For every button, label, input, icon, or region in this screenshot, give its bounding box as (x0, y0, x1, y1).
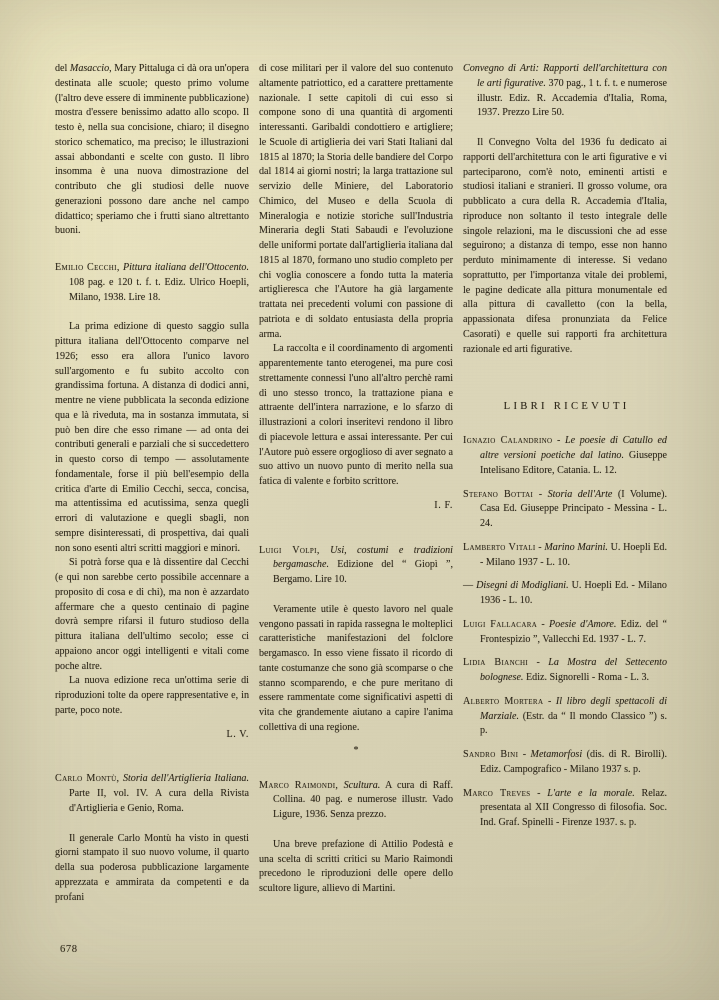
entry-imprint: U. Hoepli Ed. - Milano 1937 - L. 10. (480, 541, 667, 568)
entry-separator: - (543, 695, 556, 707)
entry-imprint: (dis. di R. Birolli). Ediz. Campografico - Milano 1937 s. p. (480, 749, 667, 775)
three-column-text-body (55, 62, 667, 927)
entry-imprint: 370 pag., 1 t. f. t. e numerose illustr. Ediz. R. Accademia d'Italia, Roma, 1937. Prezzo Lire 50. (477, 77, 668, 119)
received-book-entry (463, 748, 667, 778)
spacer (55, 239, 249, 261)
entry-separator: - (537, 618, 550, 630)
paragraph-montu-continued: di cose militari per il valore del suo contenuto altamente patriottico, ed a carattere prettamente nazionale. I sette capitoli di cui esso si compone sono di una quantità di argomenti interessanti. Garibaldi condottiero e artigliere; le Scuole di artiglieria dei vari Stati Italiani dal 1815 al 1870; la Storia delle bandiere del Corpo dal 1814 ai giorni nostri; la larga trattazione sul servizio delle Miniere, del Laboratorio Chimico, del Museo e della Scuola di Mineralogia e notizie storiche sull'Industria Mineraria degli Stati Sabaudi e l'evoluzione delle uniformi portate dall'artiglieria italiana dal 1815 al 1870, formano uno studio completo per chi voglia conoscere a fondo tutta la materia artiglieresca che l'Autore ha già largamente trattata nei precedenti volumi con passione di patriota e di soldato entusiasta della propria arma. (259, 63, 453, 340)
spacer (55, 719, 249, 728)
entry-imprint: Giuseppe Intelisano Editore, Catania. L. 12. (480, 450, 667, 476)
entry-title: L'arte e la morale. (547, 787, 635, 799)
entry-separator: - (528, 657, 549, 669)
entry-title: La Mostra del Settecento bolognese. (480, 657, 667, 683)
entry-separator: - (530, 787, 548, 799)
page-number: 678 (60, 944, 78, 955)
entry-author: Alberto Mortera (463, 695, 544, 707)
bibliographic-entry-volpi (259, 544, 453, 588)
entry-imprint: Relaz. presentata al XII Congresso di filosofia. Soc. Ind. Graf. Spinelli - Firenze 1937. s. p. (480, 787, 667, 828)
entry-separator: - (518, 749, 531, 760)
paragraph-masaccio-continued: del Masaccio, Mary Pittaluga ci dà ora un'opera destinata alle scuole; questo primo volume (l'altro deve essere di imminente pubblicazione) mostra d'essere benissimo adatto allo scopo. Il testo è, nella sua concisione, chiaro; il disegno storico schematico, ma preciso; le illustrazioni assai abbondanti e scelte con gusto. Il libro insomma è una nuova dimostrazione del contributo che gli studiosi delle nuove generazioni possono dare anche nel campo didattico; speriamo che i frutti siano altrettanto buoni. (55, 63, 249, 237)
received-book-entry (463, 488, 667, 532)
spacer (259, 757, 453, 779)
paragraph-cecchi-2: Si potrà forse qua e là dissentire dal Cecchi (e qui non sarebbe certo possibile accennare a proposito di cosa e di chi), ma non è azzardato affermare che a questo centinaio di pagine dovrà sempre rifarsi il futuro studioso della pittura italiana dell'ultimo secolo; esse ci appaiono ancor oggi intelligenti e vitali come poche altre. (55, 557, 249, 672)
received-book-entry (463, 434, 667, 478)
entry-title: Il libro degli spettacoli di Marziale. (480, 695, 667, 722)
entry-title: Poesie d'Amore. (549, 618, 617, 630)
signature-if: I. F. (434, 499, 453, 511)
paragraph-montu-1: Il generale Carlo Montù ha visto in questi giorni stampato il suo nuovo volume, il quarto della sua poderosa pubblicazione largamente apprezzata e ammirata da competenti e da profani (55, 832, 249, 903)
entry-author: — (463, 580, 474, 592)
paragraph-cecchi-3: La nuova edizione reca un'ottima serie di riproduzioni tolte da opere rappresentative e, in parte, poco note. (55, 675, 249, 716)
entry-title: Le poesie di Catullo ed altre versioni poetiche dal latino. (480, 435, 667, 461)
entry-author: Ignazio Calandrino (463, 435, 553, 447)
received-book-entry (463, 541, 667, 571)
entry-author: Lidia Bianchi (463, 657, 529, 669)
entry-separator: - (535, 541, 545, 553)
entry-imprint: A cura di Raff. Collina. 40 pag. e numerose illustr. Vado Ligure, 1936. Senza prezzo. (273, 779, 453, 820)
entry-author: Lamberto Vitali (463, 541, 536, 553)
entry-author: Carlo Montù, (55, 773, 120, 785)
entry-title: Usi, costumi e tradizioni bergamasche. (273, 544, 453, 571)
received-book-entry (463, 579, 667, 609)
bibliographic-entry-convegno (463, 62, 667, 121)
spacer (259, 490, 453, 499)
entry-title: Pittura italiana dell'Ottocento. (122, 262, 249, 273)
spacer (463, 357, 667, 401)
paragraph-montu-2: La raccolta e il coordinamento di argomenti apparentemente tanto eterogenei, ma pure così strettamente connessi l'uno all'altro perchè rami di uno stesso tronco, la trattazione piana e attraente dell'intera narrazione, e lo sfarzo di illustrazioni a colori inseritevi rendono il libro di piacevole lettura e assai interessante. Per cui l'Autore può essere orgoglioso di aver segnato a suo attivo un nuovo punto di merito nella sua fatica di valente e forbito scrittore. (259, 343, 453, 487)
entry-author: Stefano Bottai (463, 488, 534, 500)
signature-lv: L. V. (226, 728, 249, 740)
entry-separator: - (533, 488, 548, 500)
entry-imprint: U. Hoepli Ed. - Milano 1936 - L. 10. (480, 580, 667, 606)
entry-author: Emilio Cecchi, (55, 262, 120, 273)
section-heading-libri-ricevuti: LIBRI RICEVUTI (503, 401, 630, 413)
spacer (259, 823, 453, 838)
received-book-entry (463, 656, 667, 686)
entry-author: Sandro Bini (463, 749, 519, 760)
entry-title: Marino Marini. (544, 541, 608, 553)
spacer (55, 305, 249, 320)
entry-imprint: Edizione del “ Giopì ”, Bergamo. Lire 10. (273, 559, 453, 585)
entry-imprint: (I Volume). Casa Ed. Giuseppe Principato - Messina - L. 24. (480, 488, 667, 529)
paragraph-raimondi: Una breve prefazione di Attilio Podestà e una scelta di scritti critici su Mario Raimondi precedono le riproduzioni delle opere dello scultore ligure, allievo di Martini. (259, 838, 453, 894)
entry-title: Scultura. (343, 779, 381, 791)
spacer (55, 817, 249, 832)
bibliographic-entry-montu (55, 772, 249, 816)
spacer (463, 121, 667, 136)
entry-imprint: Ediz. del “ Frontespizio ”, Vallecchi Ed. 1937 - L. 7. (480, 618, 667, 645)
entry-imprint: Parte II, vol. IV. A cura della Rivista d'Artiglieria e Genio, Roma. (69, 788, 249, 814)
bibliographic-entry-raimondi (259, 779, 453, 823)
column-3 (463, 62, 667, 927)
paragraph-convegno: Il Convegno Volta del 1936 fu dedicato ai rapporti dell'architettura con le arti figurative e vi parteciparono, com'è noto, eminenti artisti e studiosi italiani e stranieri. Il grosso volume, ora pubblicato a cura della R. Accademia d'Italia, riproduce non soltanto il testo integrale delle singole relazioni, ma le discussioni che ad esse seguirono; a distanza di tempo, esse non hanno perduto minimamente di interesse. Si vedano soprattutto, per l'importanza vitale dei problemi, le pagine dedicate alla pittura monumentale ed alla pittura di cavalletto (con la bella, appassionata difesa pronunziata da Felice Casorati) e quelle sui rapporti fra architettura razionale ed arti figurative. (463, 137, 667, 355)
spacer (259, 514, 453, 544)
entry-imprint: 108 pag. e 120 t. f. t. Ediz. Ulrico Hoepli, Milano, 1938. Lire 18. (69, 276, 249, 303)
paragraph-cecchi-1: La prima edizione di questo saggio sulla pittura italiana dell'Ottocento comparve nel 1926; esso era allora l'unico lavoro sull'argomento e fu subito accolto con grandissima fortuna. A distanza di dodici anni, mentre ne viene pubblicata la seconda edizione qua e là riveduta, ma in sostanza immutata, si può ben dire che esso rimane — ad onta dei contributi generali e parziali che si succedettero in questo corso di tempo — assolutamente fondamentale, forse il più bell'esempio della critica d'arte di Emilio Cecchi, secca, concisa, ma attentissima ed acutissima, senza quegli errori di valutazione e quegli sbagli, non sempre disinteressati, di prospettiva, dai quali non sono esenti altri scritti maggiori e minori. (55, 321, 249, 554)
entry-separator: - (552, 435, 566, 447)
entry-author: Marco Treves (463, 787, 531, 799)
entry-author: Luigi Volpi, (259, 544, 320, 556)
spacer (259, 588, 453, 603)
column-2 (259, 62, 463, 927)
paragraph-volpi: Veramente utile è questo lavoro nel quale vengono passati in rapida rassegna le molteplici caratteristiche manifestazioni del folclore bergamasco. In esso viene fissato il ricordo di tante costumanze che sono già scomparse o che stanno scomparendo, e che pure meritano di essere rammentate come significativi aspetti di vita che grandemente aiutano a capire l'anima collettiva di una regione. (259, 603, 453, 733)
entry-imprint: Ediz. Signorelli - Roma - L. 3. (523, 672, 650, 683)
received-book-entry (463, 695, 667, 739)
entry-title: Convegno di Arti: Rapporti dell'architettura con le arti figurative. (463, 63, 667, 89)
entry-author: Marco Raimondi, (259, 779, 339, 791)
asterisk-divider: * (353, 744, 359, 756)
entry-title: Metamorfosi (530, 749, 583, 760)
received-book-entry (463, 787, 667, 831)
entry-title: Disegni di Modigliani. (476, 580, 569, 592)
spacer (259, 736, 453, 745)
entry-title: Storia dell'Artiglieria Italiana. (122, 773, 250, 785)
received-books-list (463, 434, 667, 831)
entry-imprint: (Estr. da “ Il mondo Classico ”) s. p. (480, 710, 667, 737)
column-1 (55, 62, 259, 927)
spacer (55, 742, 249, 772)
entry-author: Luigi Fallacara (463, 618, 538, 630)
spacer (463, 412, 667, 434)
entry-title: Storia dell'Arte (547, 488, 613, 500)
bibliographic-entry-cecchi (55, 261, 249, 305)
received-book-entry (463, 618, 667, 648)
